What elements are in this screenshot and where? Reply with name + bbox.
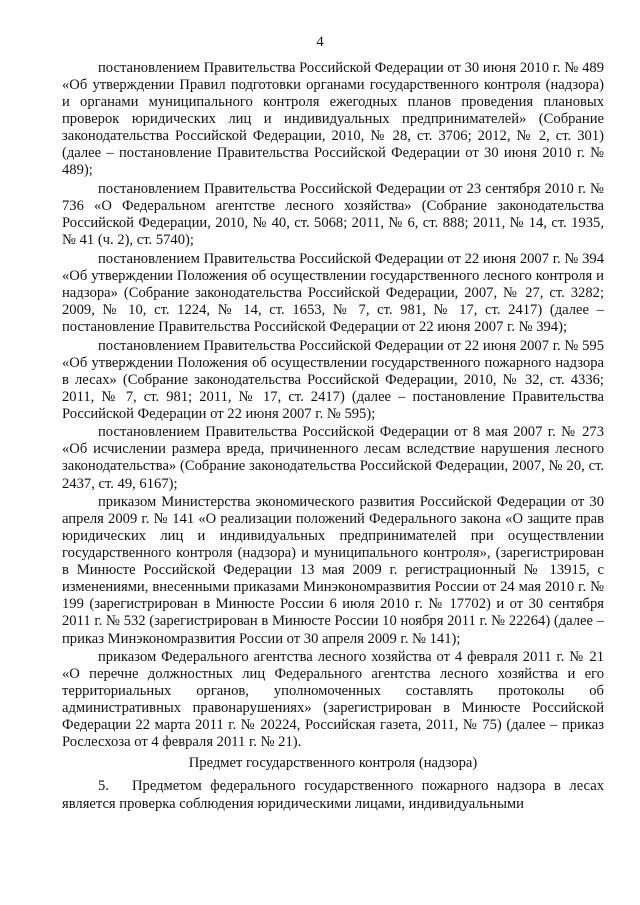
clause-5 — [62, 778, 604, 812]
paragraph-resolution-595: постановлением Правительства Российской Федерации от 22 июня 2007 г. № 595 «Об утверждении Положения об осуществлении государственного пожарного надзора в лесах» (Собрание законодательства Российской Федерации, 2010, № 32, ст. 4336; 2011, № 7, ст. 981; 2011, № 17, ст. 2417) (далее – постановление Правительства Российской Федерации от 22 июня 2007 г. № 595); — [62, 337, 604, 422]
document-body — [62, 60, 604, 813]
paragraph-resolution-489: постановлением Правительства Российской Федерации от 30 июня 2010 г. № 489 «Об утверждении Правил подготовки органами государственного контроля (надзора) и органами муниципального контроля ежегодных планов проведения плановых проверок юридических лиц и индивидуальных предпринимателей» (Собрание законодательства Российской Федерации, 2010, № 28, ст. 3706; 2012, № 2, ст. 301) (далее – постановление Правительства Российской Федерации от 30 июня 2010 г. № 489); — [62, 60, 604, 179]
paragraph-order-141: приказом Министерства экономического развития Российской Федерации от 30 апреля 2009 г. № 141 «О реализации положений Федерального закона «О защите прав юридических лиц и индивидуальных предпринимателей при осуществлении государственного контроля (надзора) и муниципального контроля», (зарегистрирован в Минюсте Российской Федерации 13 мая 2009 г. регистрационный № 13915, с изменениями, внесенными приказами Минэкономразвития России от 24 мая 2010 г. № 199 (зарегистрирован в Минюсте России 6 июля 2010 г. № 17702) и от 30 сентября 2011 г. № 532 (зарегистрирован в Минюсте России 10 ноября 2011 г. № 22264) (далее – приказ Минэкономразвития России от 30 апреля 2009 г. № 141); — [62, 494, 604, 647]
paragraph-resolution-273: постановлением Правительства Российской Федерации от 8 мая 2007 г. № 273 «Об исчислении размера вреда, причиненного лесам вследствие нарушения лесного законодательства» (Собрание законодательства Российской Федерации, 2007, № 20, ст. 2437, ст. 49, 6167); — [62, 424, 604, 492]
paragraph-order-21: приказом Федерального агентства лесного хозяйства от 4 февраля 2011 г. № 21 «О перечне должностных лиц Федерального агентства лесного хозяйства и его территориальных органов, уполномоченных составлять протоколы об административных правонарушениях» (зарегистрирован в Минюсте Российской Федерации 22 марта 2011 г. № 20224, Российская газета, 2011, № 75) (далее – приказ Рослесхоза от 4 февраля 2011 г. № 21). — [62, 649, 604, 751]
page-number: 4 — [316, 34, 324, 50]
clause-text: Предметом федерального государственного пожарного надзора в лесах является проверка соблюдения юридическими лицами, индивидуальными — [62, 778, 604, 812]
paragraph-resolution-736: постановлением Правительства Российской Федерации от 23 сентября 2010 г. № 736 «О Федеральном агентстве лесного хозяйства» (Собрание законодательства Российской Федерации, 2010, № 40, ст. 5068; 2011, № 6, ст. 888; 2011, № 14, ст. 1935, № 41 (ч. 2), ст. 5740); — [62, 180, 604, 249]
paragraph-resolution-394: постановлением Правительства Российской Федерации от 22 июня 2007 г. № 394 «Об утверждении Положения об осуществлении государственного лесного контроля и надзора» (Собрание законодательства Российской Федерации, 2007, № 27, ст. 3282; 2009, № 10, ст. 1224, № 14, ст. 1653, № 7, ст. 981, № 17, ст. 2417) (далее – постановление Правительства Российской Федерации от 22 июня 2007 г. № 394); — [62, 250, 604, 335]
clause-number: 5. — [98, 778, 109, 795]
section-heading: Предмет государственного контроля (надзора) — [188, 755, 478, 772]
